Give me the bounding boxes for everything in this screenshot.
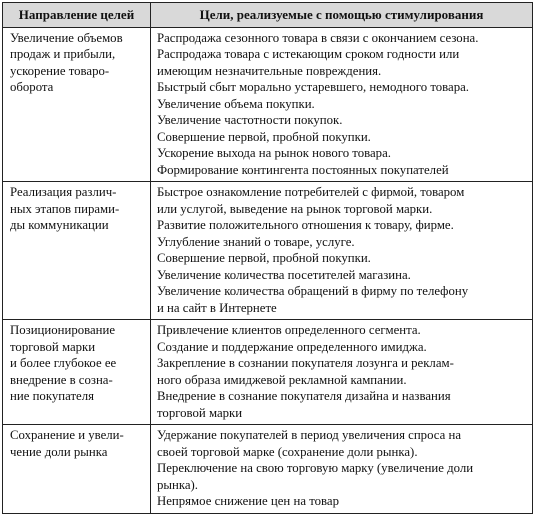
direction-cell bbox=[3, 425, 151, 514]
direction-cell bbox=[3, 320, 151, 425]
goals-cell bbox=[151, 27, 533, 182]
goal-text: Развитие положительного отношения к товару, фирме. bbox=[157, 218, 454, 232]
goal-text: Увеличение количества обращений в фирму по телефону bbox=[157, 284, 469, 298]
goals-cell bbox=[151, 182, 533, 320]
table-row bbox=[3, 182, 533, 320]
goal-text: Совершение первой, пробной покупки. bbox=[157, 129, 371, 144]
goal-text: Ускорение выхода на рынок нового товара. bbox=[157, 146, 391, 160]
goal-text: Непрямое снижение цен на товар bbox=[157, 494, 339, 508]
goal-text: Переключение на свою торговую марку (увеличение доли bbox=[157, 461, 474, 475]
goal-text: Быстрое ознакомление потребителей с фирмой, товаром bbox=[157, 185, 465, 199]
goal-text: своей торговой марке (сохранение доли рынка). bbox=[157, 444, 418, 459]
direction-text: ние покупателя bbox=[10, 389, 94, 403]
goal-text: Совершение первой, пробной покупки. bbox=[157, 251, 371, 265]
goal-text: торговой марки bbox=[157, 405, 243, 420]
goal-text: и на сайт в Интернете bbox=[157, 300, 277, 315]
goal-text: рынка). bbox=[157, 477, 199, 492]
direction-text: торговой марки bbox=[10, 339, 96, 354]
direction-text: Реализация различ- bbox=[10, 185, 117, 199]
direction-text: ускорение товаро- bbox=[10, 63, 110, 78]
goal-text: Быстрый сбыт морально устаревшего, немодного товара. bbox=[157, 80, 469, 94]
direction-text: чение доли рынка bbox=[10, 444, 108, 459]
header-row bbox=[3, 3, 533, 28]
direction-text: Увеличение объемов bbox=[10, 30, 123, 45]
direction-text: продаж и прибыли, bbox=[10, 47, 116, 61]
goal-text: Формирование контингента постоянных покупателей bbox=[157, 162, 449, 177]
goal-text: Увеличение количества посетителей магазина. bbox=[157, 267, 411, 282]
direction-text: Позиционирование bbox=[10, 323, 116, 337]
direction-cell bbox=[3, 27, 151, 182]
goal-text: Углубление знаний о товаре, услуге. bbox=[157, 234, 355, 249]
goal-text: Распродажа товара с истекающим сроком годности или bbox=[157, 47, 460, 61]
table-row bbox=[3, 320, 533, 425]
goal-text: Увеличение объема покупки. bbox=[157, 96, 315, 111]
header-direction: Направление целей bbox=[3, 3, 151, 28]
direction-text: Сохранение и увели- bbox=[10, 428, 124, 442]
direction-text: оборота bbox=[10, 80, 54, 94]
goal-text: Закрепление в сознании покупателя лозунга и реклам- bbox=[157, 356, 454, 370]
direction-text: ды коммуникации bbox=[10, 218, 109, 232]
goal-text: Привлечение клиентов определенного сегмента. bbox=[157, 323, 421, 337]
header-goals: Цели, реализуемые с помощью стимулирования bbox=[151, 3, 533, 28]
goal-text: или услугой, выведение на рынок торговой марки. bbox=[157, 201, 433, 216]
goal-text: Создание и поддержание определенного имиджа. bbox=[157, 339, 427, 354]
goals-cell bbox=[151, 320, 533, 425]
goals-cell bbox=[151, 425, 533, 514]
goal-text: Внедрение в сознание покупателя дизайна и названия bbox=[157, 389, 451, 403]
goal-text: ного образа имиджевой рекламной кампании. bbox=[157, 372, 407, 387]
direction-text: ных этапов пирами- bbox=[10, 201, 120, 216]
goals-table bbox=[2, 2, 533, 514]
goal-text: Удержание покупателей в период увеличения спроса на bbox=[157, 428, 462, 442]
direction-cell bbox=[3, 182, 151, 320]
goal-text: Увеличение частотности покупок. bbox=[157, 113, 343, 127]
table-row bbox=[3, 27, 533, 182]
goal-text: имеющим незначительные повреждения. bbox=[157, 63, 382, 78]
goal-text: Распродажа сезонного товара в связи с окончанием сезона. bbox=[157, 30, 479, 45]
direction-text: внедрение в созна- bbox=[10, 372, 113, 387]
table-row bbox=[3, 425, 533, 514]
direction-text: и более глубокое ее bbox=[10, 356, 117, 370]
